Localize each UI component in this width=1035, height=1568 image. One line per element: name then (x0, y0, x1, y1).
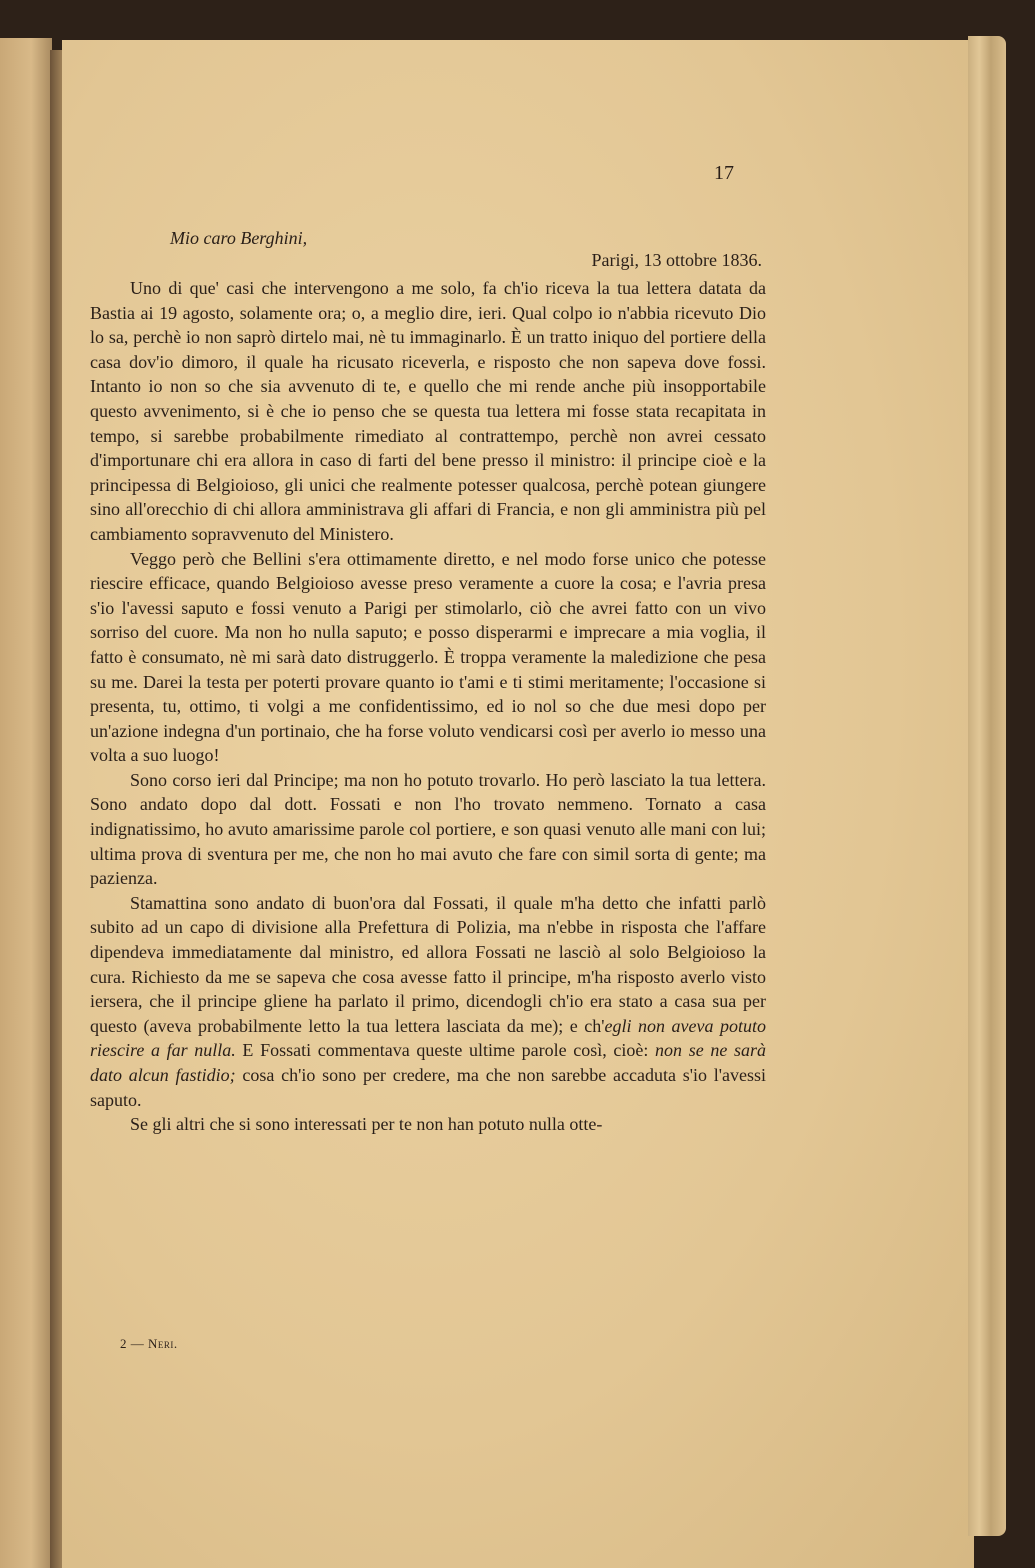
paragraph-4-text-b: E Fossati commentava queste ultime parole così, cioè: (235, 1040, 656, 1061)
signature-name: Neri. (148, 1336, 178, 1351)
signature-number: 2 — (120, 1336, 145, 1351)
paragraph-5: Se gli altri che si sono interessati per te non han potuto nulla otte- (130, 1114, 603, 1135)
paragraph-2: Veggo però che Bellini s'era ottimamente diretto, e nel modo forse unico che potesse riescire efficace, quando Belgioioso avesse preso veramente a cuore la cosa; e l'avria presa s'io l'avessi saputo e fossi venuto a Parigi per stimolarlo, ciò che avrei fatto con un vivo sorriso del cuore. Ma non ho nulla saputo; e posso disperarmi e imprecare a mia voglia, il fatto è consumato, nè mi sarà dato distruggerlo. È troppa veramente la maledizione che pesa su me. Darei la testa per poterti provare quanto io t'ami e ti stimi meritamente; l'occasione si presenta, tu, ottimo, ti volgi a me confidentissimo, ed io nol so che due mesi dopo per un'azione indegna d'un portinaio, che ha forse voluto vendicarsi così per averlo io messo una volta a suo luogo! (90, 548, 766, 766)
paragraph-4-italic-b: non se ne sarà dato alcun fastidio; (90, 1040, 766, 1085)
paragraph-4 (90, 891, 766, 1112)
paragraph-4-text-a: Stamattina sono andato di buon'ora dal Fossati, il quale m'ha detto che infatti parlò subito ad un capo di divisione alla Prefettura di Polizia, ma n'ebbe in risposta che l'affare dipendeva immediatamente dal ministro, ed allora Fossati ne lasciò al solo Belgioioso la cura. Richiesto da me se sapeva che cosa avesse fatto il principe, m'ha risposto averlo visto iersera, che il principe gliene ha parlato il primo, dicendogli ch'io era stato a casa sua per questo (aveva probabilmente letto la tua lettera lasciata da me); e ch' (90, 892, 766, 1036)
paragraph-4-text-c: cosa ch'io sono per credere, ma che non sarebbe accaduta s'io l'avessi saputo. (90, 1065, 767, 1110)
paragraph-1: Uno di que' casi che intervengono a me solo, fa ch'io riceva la tua lettera datata da Bastia ai 19 agosto, solamente ora; o, a meglio dire, ieri. Qual colpo io n'abbia ricevuto Dio lo sa, perchè io non saprò dirtelo mai, nè tu immaginarlo. È un tratto iniquo del portiere della casa dov'io dimoro, il quale ha ricusato riceverla, e risposto che non sapeva dove fossi. Intanto io non so che sia avvenuto di te, e quello che mi rende anche più insopportabile questo avvenimento, si è che io penso che se questa tua lettera mi fosse stata recapitata in tempo, si sarebbe probabilmente rimediato al contrattempo, perchè non avrei cessato d'importunare chi era allora in caso di farti del bene presso il ministro: il principe cioè e la principessa di Belgioioso, gli unici che realmente potesser qualcosa, perchè potean giungere sino all'orecchio di chi allora amministrava gli affari di Francia, e non gli amministra più pel cambiamento sopravvenuto del Ministero. (90, 278, 766, 544)
signature-mark (120, 1336, 178, 1352)
dateline: Parigi, 13 ottobre 1836. (591, 250, 762, 270)
paragraph-4-italic-a: egli non aveva potuto riescire a far nulla. (90, 1015, 766, 1061)
letter-body (90, 160, 766, 1137)
salutation: Mio caro Berghini, (170, 228, 308, 248)
page-fore-edge (968, 36, 1006, 1536)
paragraph-3: Sono corso ieri dal Principe; ma non ho potuto trovarlo. Ho però lasciato la tua lettera. Sono andato dopo dal dott. Fossati e non l'ho trovato nemmeno. Tornato a casa indignatissimo, ho avuto amarissime parole col portiere, e son quasi venuto alle mani con lui; ultima prova di sventura per me, che non ho mai avuto che fare con simil sorta di gente; ma pazienza. (90, 769, 766, 889)
previous-page-edge (0, 38, 52, 1568)
page-number: 17 (714, 162, 734, 184)
